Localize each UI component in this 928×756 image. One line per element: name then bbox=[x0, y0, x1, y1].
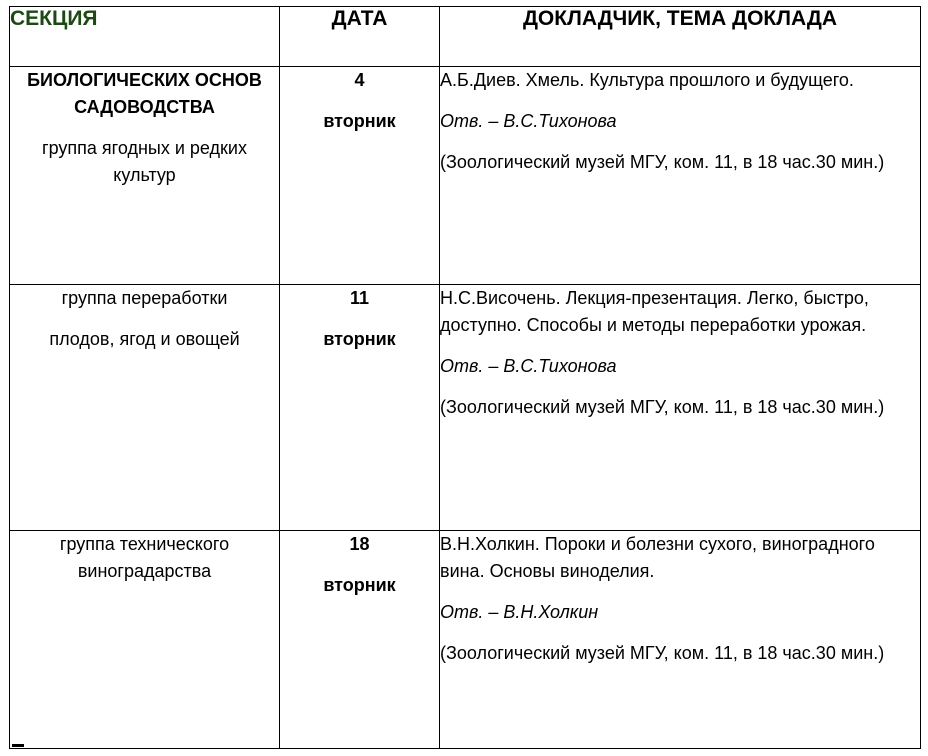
report-topic: А.Б.Диев. Хмель. Культура прошлого и будущего. bbox=[440, 70, 854, 90]
date-weekday: вторник bbox=[323, 575, 396, 595]
date-cell bbox=[280, 531, 440, 749]
report-cell bbox=[440, 67, 921, 285]
report-venue: (Зоологический музей МГУ, ком. 11, в 18 час.30 мин.) bbox=[440, 643, 885, 663]
section-group: группа технического виноградарства bbox=[59, 534, 230, 581]
report-topic: Н.С.Височень. Лекция-презентация. Легко, быстро, доступно. Способы и методы переработки урожая. bbox=[440, 288, 869, 335]
report-topic: В.Н.Холкин. Пороки и болезни сухого, виноградного вина. Основы виноделия. bbox=[440, 534, 875, 581]
report-cell bbox=[440, 285, 921, 531]
section-group: группа ягодных и редких культур bbox=[42, 138, 247, 185]
date-cell bbox=[280, 285, 440, 531]
header-date: ДАТА bbox=[280, 7, 440, 67]
report-venue: (Зоологический музей МГУ, ком. 11, в 18 час.30 мин.) bbox=[440, 152, 885, 172]
section-group: группа переработки bbox=[61, 288, 228, 308]
report-responsible: Отв. – В.С.Тихонова bbox=[440, 356, 617, 376]
table-row bbox=[10, 531, 921, 749]
report-responsible: Отв. – В.С.Тихонова bbox=[440, 111, 617, 131]
date-weekday: вторник bbox=[323, 329, 396, 349]
page-footer-mark bbox=[12, 744, 24, 747]
date-weekday: вторник bbox=[323, 111, 396, 131]
report-responsible: Отв. – В.Н.Холкин bbox=[440, 602, 599, 622]
table-row bbox=[10, 285, 921, 531]
report-cell bbox=[440, 531, 921, 749]
header-speaker-topic: ДОКЛАДЧИК, ТЕМА ДОКЛАДА bbox=[440, 7, 921, 67]
section-cell bbox=[10, 285, 280, 531]
section-cell bbox=[10, 67, 280, 285]
section-title: БИОЛОГИЧЕСКИХ ОСНОВ САДОВОДСТВА bbox=[27, 70, 262, 117]
header-section: СЕКЦИЯ bbox=[10, 7, 280, 67]
section-group: плодов, ягод и овощей bbox=[49, 329, 240, 349]
date-number: 11 bbox=[349, 288, 370, 308]
report-venue: (Зоологический музей МГУ, ком. 11, в 18 час.30 мин.) bbox=[440, 397, 885, 417]
section-cell bbox=[10, 531, 280, 749]
date-number: 18 bbox=[349, 534, 370, 554]
date-cell bbox=[280, 67, 440, 285]
date-number: 4 bbox=[354, 70, 365, 90]
schedule-table bbox=[9, 6, 921, 749]
table-header-row bbox=[10, 7, 921, 67]
table-row bbox=[10, 67, 921, 285]
